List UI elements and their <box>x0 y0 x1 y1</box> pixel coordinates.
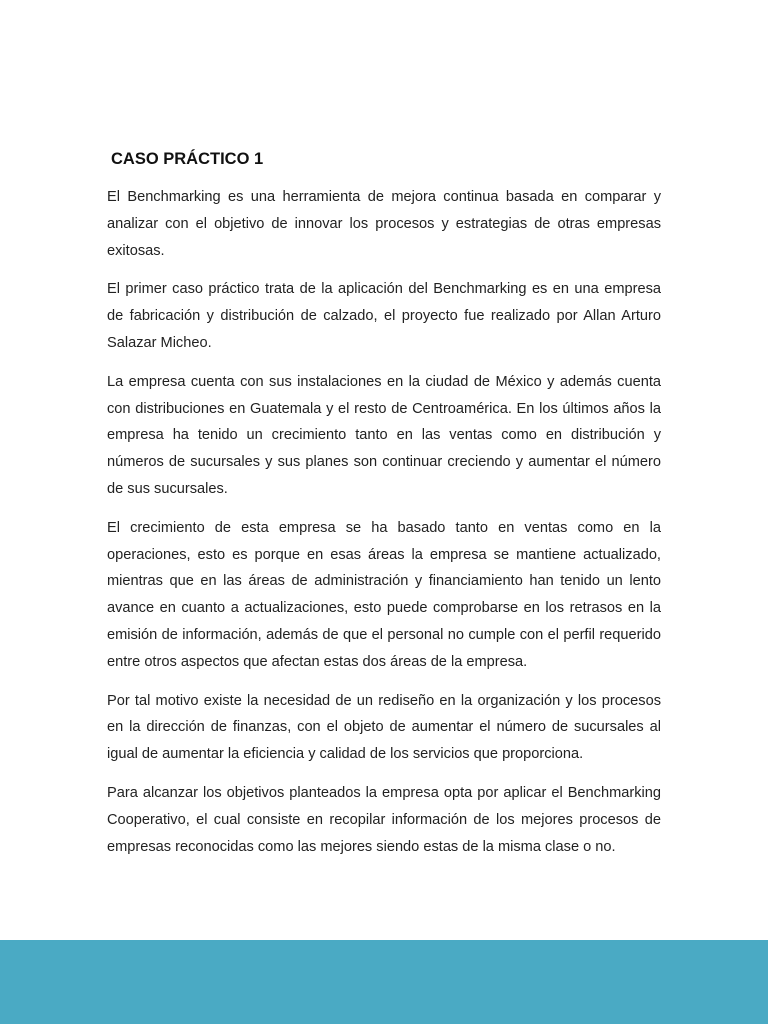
document-content <box>107 148 661 872</box>
paragraph-4: El crecimiento de esta empresa se ha basado tanto en ventas como en la operaciones, esto es porque en esas áreas la empresa se mantiene actualizado, mientras que en las áreas de administración y financiamiento han tenido un lento avance en cuanto a actualizaciones, esto puede comprobarse en los retrasos en la emisión de información, además de que el personal no cumple con el perfil requerido entre otros aspectos que afectan estas dos áreas de la empresa. <box>107 519 661 670</box>
paragraph-6: Para alcanzar los objetivos planteados la empresa opta por aplicar el Benchmarking Cooperativo, el cual consiste en recopilar información de los mejores procesos de empresas reconocidas como las mejores siendo estas de la misma clase o no. <box>107 784 661 855</box>
paragraph-3: La empresa cuenta con sus instalaciones en la ciudad de México y además cuenta con distribuciones en Guatemala y el resto de Centroamérica. En los últimos años la empresa ha tenido un crecimiento tanto en las ventas como en distribución y números de sucursales y sus planes son continuar creciendo y aumentar el número de sus sucursales. <box>107 373 661 497</box>
footer-color-bar <box>0 940 768 1024</box>
document-title: CASO PRÁCTICO 1 <box>111 150 264 168</box>
paragraph-2: El primer caso práctico trata de la aplicación del Benchmarking es en una empresa de fabricación y distribución de calzado, el proyecto fue realizado por Allan Arturo Salazar Micheo. <box>107 281 661 351</box>
paragraph-1: El Benchmarking es una herramienta de mejora continua basada en comparar y analizar con el objetivo de innovar los procesos y estrategias de otras empresas exitosas. <box>107 189 661 259</box>
paragraph-5: Por tal motivo existe la necesidad de un rediseño en la organización y los procesos en la dirección de finanzas, con el objeto de aumentar el número de sucursales al igual de aumentar la eficiencia y calidad de los servicios que proporciona. <box>107 692 661 763</box>
